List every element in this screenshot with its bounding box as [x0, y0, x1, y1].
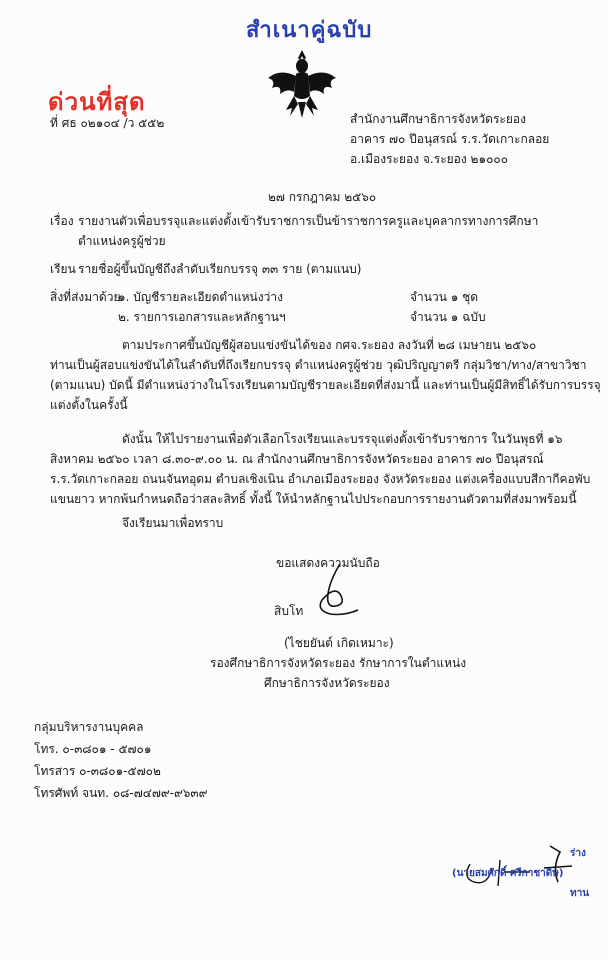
body-paragraph-line: แขนยาว หากพ้นกำหนดถือว่าสละสิทธิ์ ทั้งนี้ ให้นำหลักฐานไปประกอบการรายงานตัวตามที่ส่งมาพร้อมนี้ [50, 492, 577, 506]
body-paragraph-line: (ตามแนบ) บัดนี้ มีตำแหน่งว่างในโรงเรียนตามบัญชีรายละเอียดที่ส่งมานี้ และท่านเป็นผู้มีสิทธิ์ได้รับการบรรจุ [50, 378, 601, 392]
body-paragraph-line: แต่งตั้งในครั้งนี้ [50, 398, 128, 412]
body-paragraph-line: สิงหาคม ๒๕๖๐ เวลา ๘.๓๐-๙.๐๐ น. ณ สำนักงานศึกษาธิการจังหวัดระยอง อาคาร ๗๐ ปีอนุสรณ์ [50, 452, 544, 466]
body-paragraph-line: ดังนั้น ให้ไปรายงานเพื่อตัวเลือกโรงเรียนและบรรจุแต่งตั้งเข้ารับราชการ ในวันพุธที่ ๑๖ [122, 432, 563, 446]
footer-fax: โทรสาร ๐-๓๘๐๑-๕๗๐๒ [34, 764, 161, 778]
closing-text: จึงเรียนมาเพื่อทราบ [122, 516, 224, 530]
subject-line: ตำแหน่งครูผู้ช่วย [78, 234, 166, 248]
signer-rank: สิบโท [274, 604, 304, 618]
corner-stamp-line: ร่าง [570, 848, 586, 859]
copy-stamp: สำเนาคู่ฉบับ [246, 18, 373, 43]
subject-line: รายงานตัวเพื่อบรรจุและแต่งตั้งเข้ารับราชการเป็นข้าราชการครูและบุคลากรทางการศึกษา [78, 214, 539, 228]
signer-position: ศึกษาธิการจังหวัดระยอง [264, 676, 390, 690]
recipient-label: เรียน [50, 262, 76, 276]
enclosure-qty: จำนวน ๑ ชุด [410, 290, 479, 304]
recipient-text: รายชื่อผู้ขึ้นบัญชีถึงลำดับเรียกบรรจุ ๓๓ ราย (ตามแนบ) [78, 262, 362, 276]
enclosure-item: ๑. บัญชีรายละเอียดตำแหน่งว่าง [118, 290, 283, 304]
office-name: สำนักงานศึกษาธิการจังหวัดระยอง [350, 112, 526, 126]
document-date: ๒๗ กรกฎาคม ๒๕๖๐ [268, 190, 377, 204]
garuda-emblem-icon [262, 44, 342, 124]
office-address-line: อ.เมืองระยอง จ.ระยอง ๒๑๐๐๐ [350, 152, 509, 166]
footer-department: กลุ่มบริหารงานบุคคล [34, 720, 144, 734]
document-number: ที่ ศธ ๐๒๑๐๔ /ว ๕๕๒ [50, 116, 165, 130]
signer-name: (ไชยยันต์ เกิดเหมาะ) [284, 636, 394, 650]
regards-text: ขอแสดงความนับถือ [276, 556, 380, 570]
corner-stamp-line: ทาน [570, 888, 590, 899]
enclosures-label: สิ่งที่ส่งมาด้วย [50, 290, 121, 304]
office-address-line: อาคาร ๗๐ ปีอนุสรณ์ ร.ร.วัดเกาะกลอย [350, 132, 550, 146]
footer-phone: โทร. ๐-๓๘๐๑ - ๕๗๐๑ [34, 742, 152, 756]
body-paragraph-line: ท่านเป็นผู้สอบแข่งขันได้ในลำดับที่ถึงเรียกบรรจุ ตำแหน่งครูผู้ช่วย วุฒิปริญญาตรี กลุ่มวิชา/ทาง/สาขาวิชา [50, 358, 587, 372]
body-paragraph-line: ร.ร.วัดเกาะกลอย ถนนจันทอุดม ตำบลเชิงเนิน อำเภอเมืองระยอง จังหวัดระยอง แต่งเครื่องแบบสีกากีคอพับ [50, 472, 591, 486]
corner-stamp-name: (นายสมศักดิ์ ศรีกาชาดิษ) [452, 868, 564, 879]
handwritten-signature [300, 560, 370, 620]
signer-position: รองศึกษาธิการจังหวัดระยอง รักษาการในตำแหน่ง [210, 656, 467, 670]
enclosure-item: ๒. รายการเอกสารและหลักฐานฯ [118, 310, 286, 324]
body-paragraph-line: ตามประกาศขึ้นบัญชีผู้สอบแข่งขันได้ของ กศจ.ระยอง ลงวันที่ ๒๘ เมษายน ๒๕๖๐ [122, 338, 537, 352]
subject-label: เรื่อง [50, 214, 74, 228]
footer-mobile: โทรศัพท์ จนท. ๐๘-๗๔๗๙-๙๖๓๙ [34, 786, 208, 800]
urgent-stamp: ด่วนที่สุด [48, 88, 146, 116]
enclosure-qty: จำนวน ๑ ฉบับ [410, 310, 486, 324]
